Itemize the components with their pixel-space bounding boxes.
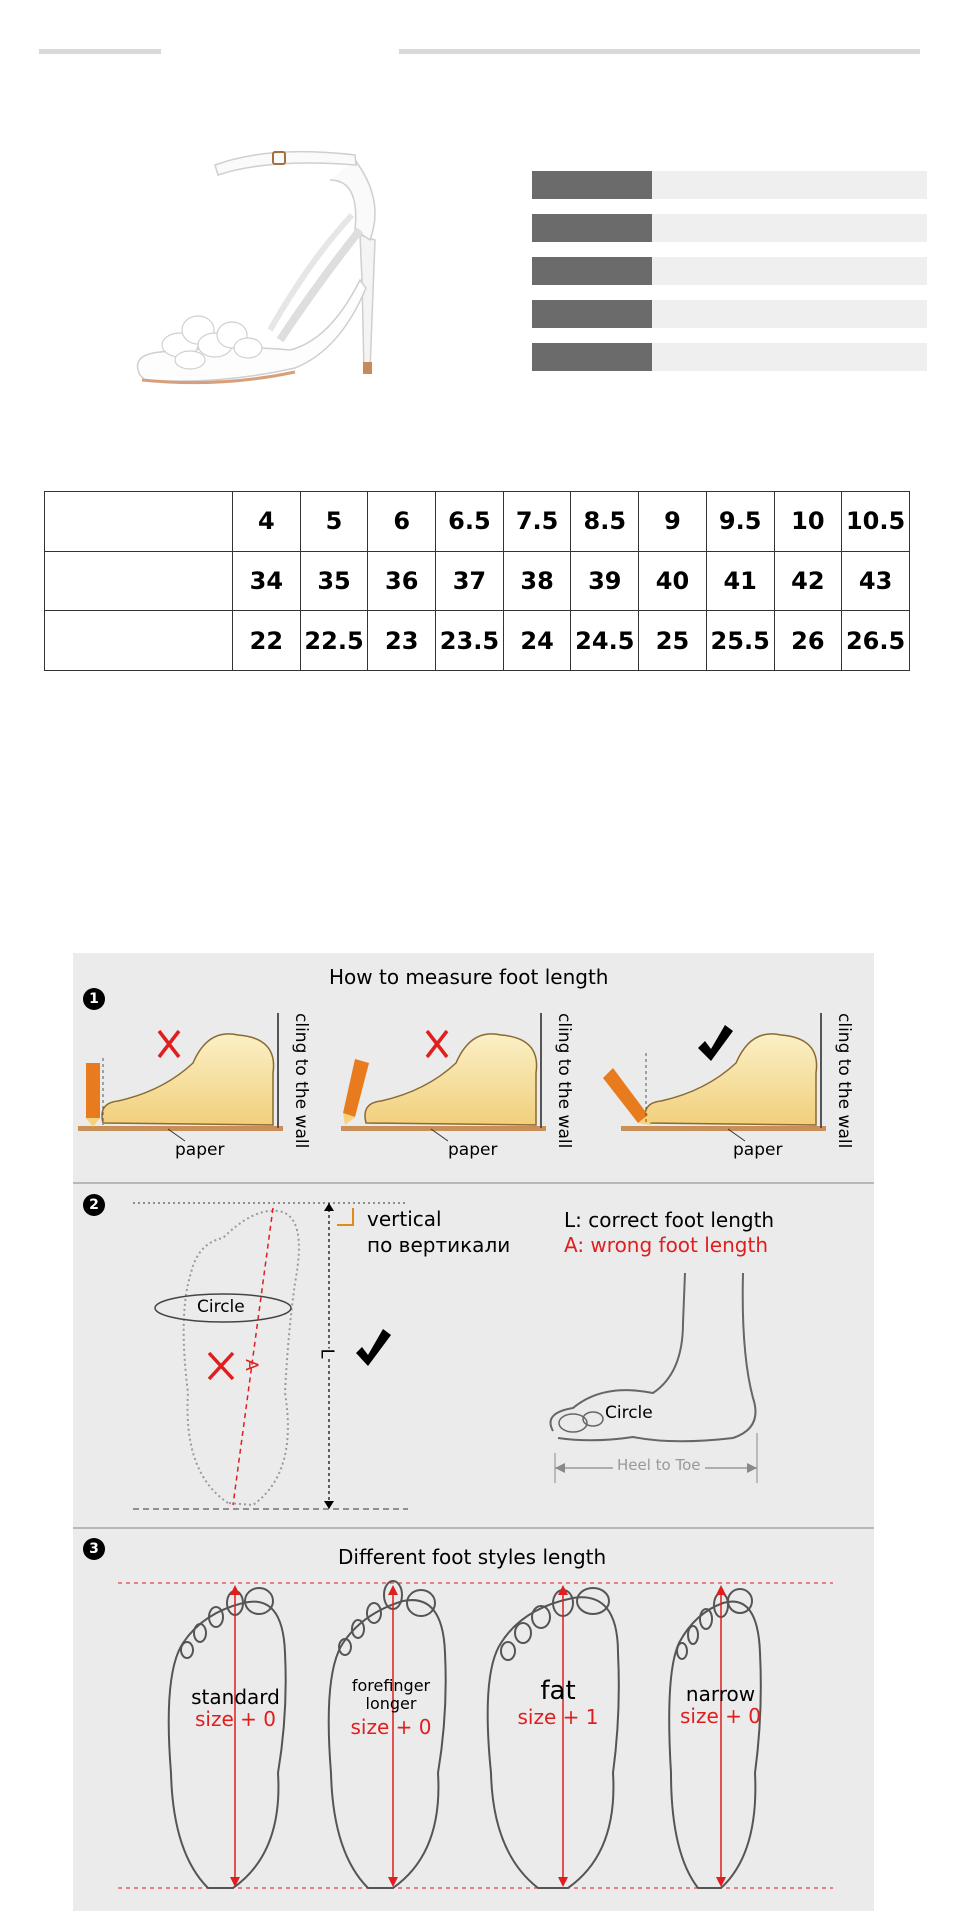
foot-style-name: fat xyxy=(540,1676,576,1706)
letter-a-label: A xyxy=(240,1359,261,1371)
size-cell: 40 xyxy=(639,551,707,611)
foot-style-name: narrow xyxy=(685,1682,756,1706)
foot-style-size: size + 0 xyxy=(195,1707,276,1731)
foot-style-size: size + 1 xyxy=(517,1704,599,1729)
foot-style-name: forefinger longer xyxy=(351,1676,431,1713)
size-row-us xyxy=(45,492,910,552)
spec-label-box xyxy=(532,171,652,199)
step-2-badge: 2 xyxy=(83,1194,105,1216)
guide-illustration xyxy=(73,953,874,1911)
size-cell: 6.5 xyxy=(436,492,504,552)
size-cell: 37 xyxy=(436,551,504,611)
step1-panel-1 xyxy=(78,1013,283,1141)
size-cell: 42 xyxy=(774,551,842,611)
foot-style-size: size + 0 xyxy=(680,1704,761,1728)
size-cell: 10 xyxy=(774,492,842,552)
step1-wall-label-2: cling to the wall xyxy=(554,1013,574,1149)
size-cell: 6 xyxy=(368,492,436,552)
spec-label-box xyxy=(532,257,652,285)
size-cell: 23 xyxy=(368,611,436,671)
size-cell: 7.5 xyxy=(503,492,571,552)
step1-wall-label-3: cling to the wall xyxy=(834,1013,854,1149)
circle-label-top: Circle xyxy=(194,1297,248,1317)
size-cell: 43 xyxy=(842,551,910,611)
size-cell: 38 xyxy=(503,551,571,611)
header-line-right xyxy=(399,49,920,54)
step1-title: How to measure foot length xyxy=(329,965,609,989)
size-cell: 41 xyxy=(706,551,774,611)
correct-length-label: L: correct foot length xyxy=(564,1208,775,1232)
foot-style-forefinger xyxy=(331,1677,451,1738)
size-cell: 39 xyxy=(571,551,639,611)
step1-panel-2 xyxy=(341,1013,546,1141)
size-cell: 22.5 xyxy=(300,611,368,671)
heel-to-toe-label: Heel to Toe xyxy=(613,1456,705,1474)
size-cell: 36 xyxy=(368,551,436,611)
spec-row-5 xyxy=(532,343,927,371)
foot-style-fat xyxy=(493,1677,623,1728)
size-cell: 24.5 xyxy=(571,611,639,671)
size-cell: 25 xyxy=(639,611,707,671)
row-header xyxy=(45,551,233,611)
spec-row-1 xyxy=(532,171,927,199)
step1-paper-label-2: paper xyxy=(448,1140,498,1160)
size-cell: 23.5 xyxy=(436,611,504,671)
step1-paper-label-1: paper xyxy=(175,1140,225,1160)
size-cell: 9 xyxy=(639,492,707,552)
spec-row-2 xyxy=(532,214,927,242)
circle-label-side: Circle xyxy=(605,1403,653,1423)
header-line-left xyxy=(39,49,161,54)
size-row-eu xyxy=(45,551,910,611)
size-cell: 25.5 xyxy=(706,611,774,671)
size-cell: 22 xyxy=(233,611,301,671)
size-cell: 34 xyxy=(233,551,301,611)
size-row-cm xyxy=(45,611,910,671)
row-header xyxy=(45,611,233,671)
row-header xyxy=(45,492,233,552)
foot-style-narrow xyxy=(658,1683,783,1727)
foot-style-name: standard xyxy=(191,1685,280,1709)
foot-measure-guide xyxy=(73,953,874,1911)
size-chart-table xyxy=(44,491,910,671)
letter-l-label: L xyxy=(316,1348,338,1359)
vertical-label-en: vertical xyxy=(367,1207,442,1231)
size-cell: 4 xyxy=(233,492,301,552)
spec-row-4 xyxy=(532,300,927,328)
size-cell: 5 xyxy=(300,492,368,552)
step3-title: Different foot styles length xyxy=(338,1545,607,1569)
size-cell: 24 xyxy=(503,611,571,671)
foot-style-standard xyxy=(168,1686,303,1730)
step1-panel-3 xyxy=(603,1013,826,1141)
spec-label-box xyxy=(532,214,652,242)
wrong-length-label: A: wrong foot length xyxy=(564,1233,768,1257)
spec-label-box xyxy=(532,343,652,371)
size-cell: 10.5 xyxy=(842,492,910,552)
size-cell: 8.5 xyxy=(571,492,639,552)
step1-paper-label-3: paper xyxy=(733,1140,783,1160)
step1-wall-label-1: cling to the wall xyxy=(291,1013,311,1149)
step2-foot-side xyxy=(551,1273,758,1483)
size-cell: 9.5 xyxy=(706,492,774,552)
size-cell: 26 xyxy=(774,611,842,671)
step-1-badge: 1 xyxy=(83,988,105,1010)
sandal-product-image xyxy=(120,140,420,400)
step-3-badge: 3 xyxy=(83,1538,105,1560)
vertical-label-ru: по вертикали xyxy=(367,1233,511,1257)
spec-row-3 xyxy=(532,257,927,285)
size-cell: 26.5 xyxy=(842,611,910,671)
foot-style-size: size + 0 xyxy=(350,1715,432,1740)
size-cell: 35 xyxy=(300,551,368,611)
spec-label-box xyxy=(532,300,652,328)
